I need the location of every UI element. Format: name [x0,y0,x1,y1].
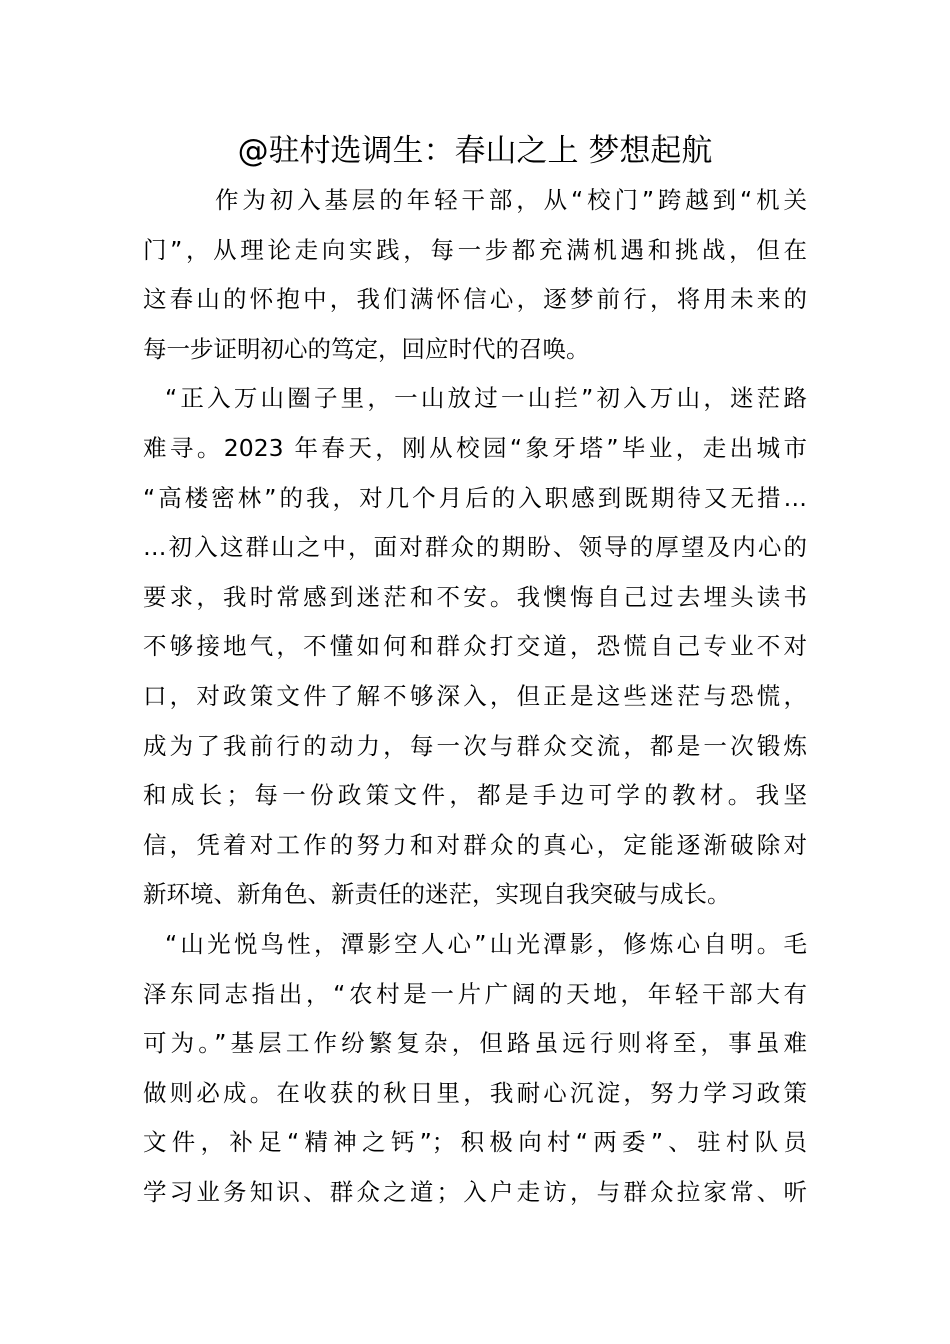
paragraph-3-line-3: 可为。”基层工作纷繁复杂，但路虽远行则将至，事虽难 [143,1029,807,1058]
paragraph-2-line-10: 信，凭着对工作的努力和对群众的真心，定能逐渐破除对 [143,830,807,859]
paragraph-1-line-4: 每一步证明初心的笃定，回应时代的召唤。 [143,334,590,363]
paragraph-2-line-4: …初入这群山之中，面对群众的期盼、领导的厚望及内心的 [143,533,807,562]
paragraph-2-line-3: “高楼密林”的我，对几个月后的入职感到既期待又无措… [143,483,807,512]
document-body [143,176,807,1217]
paragraph-2-line-9: 和成长；每一份政策文件，都是手边可学的教材。我坚 [143,781,807,810]
paragraph-3-line-4: 做则必成。在收获的秋日里，我耐心沉淀，努力学习政策 [143,1078,807,1107]
paragraph-2-line-6: 不够接地气，不懂如何和群众打交道，恐慌自己专业不对 [143,632,807,661]
paragraph-3-line-5: 文件，补足“精神之钙”；积极向村“两委”、驻村队员 [143,1128,807,1157]
document-title: @驻村选调生：春山之上 梦想起航 [237,133,713,169]
paragraph-1-line-1: 作为初入基层的年轻干部，从“校门”跨越到“机关 [215,186,807,214]
paragraph-3-line-6: 学习业务知识、群众之道；入户走访，与群众拉家常、听 [143,1177,807,1206]
paragraph-2-line-8: 成为了我前行的动力，每一次与群众交流，都是一次锻炼 [143,731,807,760]
paragraph-2-line-5: 要求，我时常感到迷茫和不安。我懊悔自己过去埋头读书 [143,582,807,611]
paragraph-3-line-1: “山光悦鸟性，潭影空人心”山光潭影，修炼心自明。毛 [165,929,807,958]
paragraph-1-line-2: 门”，从理论走向实践，每一步都充满机遇和挑战，但在 [143,235,807,264]
paragraph-1-line-3: 这春山的怀抱中，我们满怀信心，逐梦前行，将用未来的 [143,285,807,314]
paragraph-2-line-2: 难寻。2023 年春天，刚从校园“象牙塔”毕业，走出城市 [143,433,807,462]
paragraph-2-line-1: “正入万山圈子里，一山放过一山拦”初入万山，迷茫路 [165,384,807,413]
paragraph-2-line-11: 新环境、新角色、新责任的迷茫，实现自我突破与成长。 [143,880,731,909]
paragraph-2-line-7: 口，对政策文件了解不够深入，但正是这些迷茫与恐慌， [143,681,807,710]
paragraph-3-line-2: 泽东同志指出，“农村是一片广阔的天地，年轻干部大有 [143,979,807,1008]
